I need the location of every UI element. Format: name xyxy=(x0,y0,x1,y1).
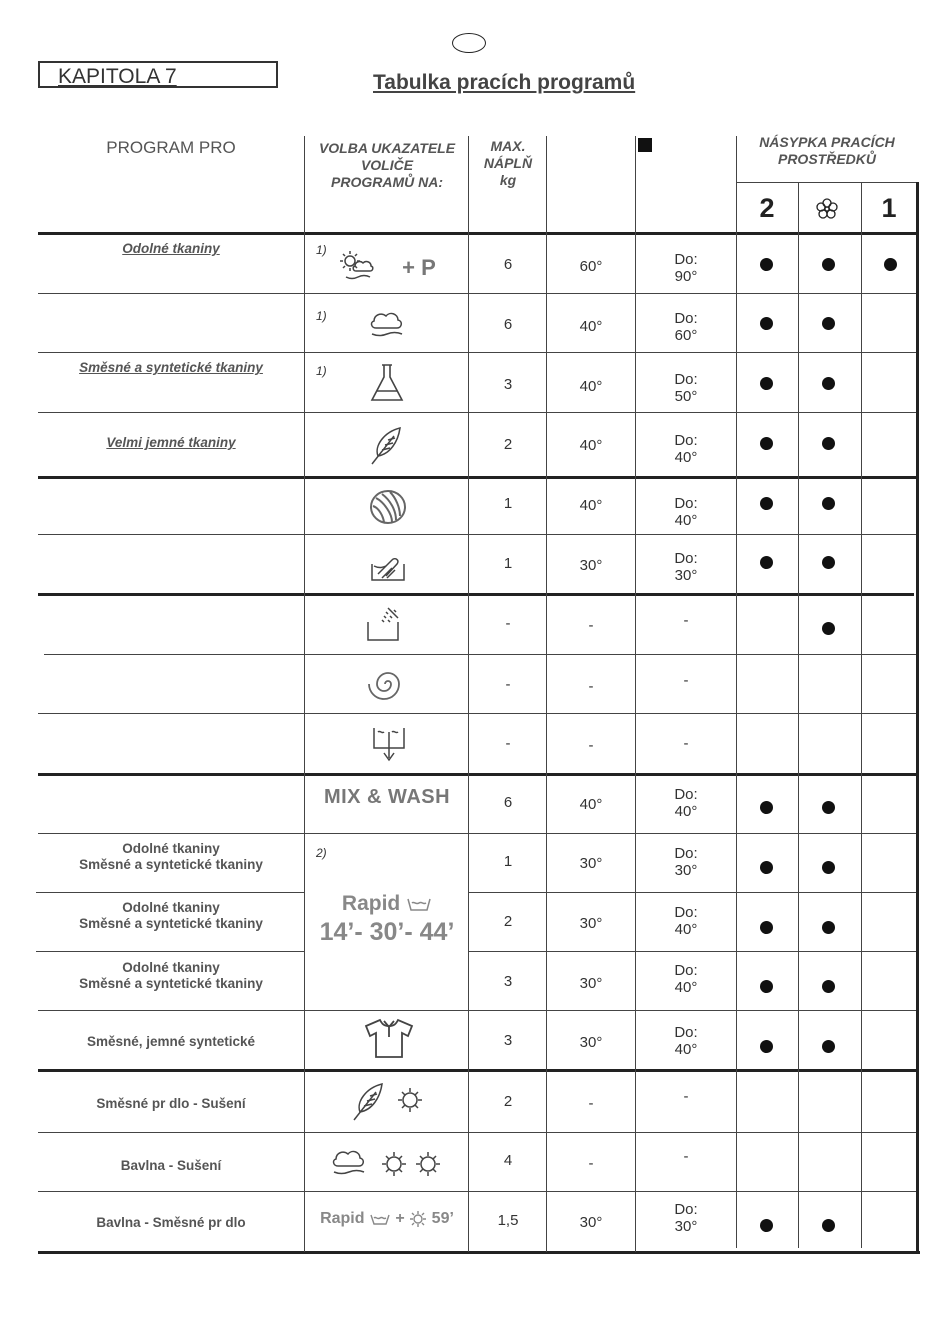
header-max-line: NÁPLŇ xyxy=(483,155,533,171)
compartment-2: 2 xyxy=(759,193,775,223)
feather-sun-icon xyxy=(350,1080,430,1122)
program-name: Bavlna - Směsné pr dlo xyxy=(96,1215,246,1230)
max-load: - xyxy=(505,735,511,752)
dot-marker xyxy=(760,1040,773,1053)
grid-line xyxy=(38,1251,920,1254)
temp-recommended: 30° xyxy=(579,1214,603,1231)
temp-recommended: 30° xyxy=(579,855,603,872)
max-load: 1 xyxy=(503,853,513,870)
cotton-prewash-icon xyxy=(338,249,388,285)
temp-max-value: 30° xyxy=(674,567,698,584)
temp-max xyxy=(636,735,736,752)
dot-marker xyxy=(822,1219,835,1232)
grid-line xyxy=(468,136,469,1252)
dot-marker xyxy=(760,1219,773,1232)
max-load: 1,5 xyxy=(497,1212,519,1229)
grid-line xyxy=(798,182,799,1248)
temp-recommended: 40° xyxy=(579,437,603,454)
temp-recommended: - xyxy=(588,678,594,695)
header-nasypka-line: PROSTŘEDKŮ xyxy=(777,151,876,167)
dot-marker xyxy=(822,556,835,569)
note-label: 1) xyxy=(316,364,327,378)
dot-marker xyxy=(760,980,773,993)
dot-marker xyxy=(760,377,773,390)
grid-line xyxy=(736,136,737,1248)
note-label: 1) xyxy=(316,309,327,323)
temp-max-value: 30° xyxy=(674,1218,698,1235)
spin-icon xyxy=(368,664,408,704)
program-name xyxy=(40,960,302,992)
grid-line xyxy=(635,136,636,1252)
grid-line xyxy=(38,476,918,479)
program-name: Odolné tkaniny xyxy=(122,241,220,256)
grid-line xyxy=(468,892,918,893)
header-max-line: MAX. xyxy=(490,138,526,154)
temp-max-prefix: Do: xyxy=(674,962,698,979)
program-name: Směsné, jemné syntetické xyxy=(86,1034,256,1049)
temp-max-prefix: Do: xyxy=(674,1201,698,1218)
grid-line xyxy=(38,833,918,834)
max-load: 3 xyxy=(503,973,513,990)
temp-max-prefix: Do: xyxy=(674,251,698,268)
program-name-line: Směsné a syntetické tkaniny xyxy=(79,916,263,931)
temp-max-value: 90° xyxy=(674,268,698,285)
temp-recommended: 40° xyxy=(579,318,603,335)
program-name-line: Odolné tkaniny xyxy=(122,900,220,915)
temp-max xyxy=(636,550,736,584)
temp-max-prefix: - xyxy=(683,1148,689,1165)
temp-max-value: 40° xyxy=(674,449,698,466)
temp-recommended: 40° xyxy=(579,796,603,813)
temp-recommended: - xyxy=(588,1155,594,1172)
dot-marker xyxy=(760,801,773,814)
dot-marker xyxy=(822,377,835,390)
feather-icon xyxy=(368,424,406,466)
grid-line xyxy=(38,773,918,776)
temp-max xyxy=(636,1201,736,1235)
dot-marker xyxy=(760,317,773,330)
dot-marker xyxy=(822,861,835,874)
grid-line xyxy=(736,182,918,183)
temp-max-prefix: - xyxy=(683,735,689,752)
cotton-icon xyxy=(366,304,408,338)
temp-max xyxy=(636,1088,736,1105)
wash-tub-icon xyxy=(406,896,432,912)
dot-marker xyxy=(822,258,835,271)
header-choice-line: VOLBA UKAZATELE xyxy=(318,140,456,156)
max-load: - xyxy=(505,676,511,693)
temp-max xyxy=(636,1148,736,1165)
temp-max-value: 40° xyxy=(674,512,698,529)
grid-line xyxy=(36,892,304,893)
temp-max-prefix: Do: xyxy=(674,432,698,449)
dot-marker xyxy=(760,861,773,874)
header-choice-line: PROGRAMŮ NA: xyxy=(331,174,443,190)
prewash-p-label: + P xyxy=(402,255,436,280)
grid-line xyxy=(38,412,918,413)
max-load: 1 xyxy=(503,555,513,572)
temp-max-value: 50° xyxy=(674,388,698,405)
grid-line xyxy=(38,713,918,714)
drain-icon xyxy=(370,724,408,764)
cotton-double-sun-icon xyxy=(328,1142,446,1184)
temp-max-prefix: - xyxy=(683,1088,689,1105)
rapid-program-label xyxy=(306,892,468,947)
temp-max-prefix: Do: xyxy=(674,371,698,388)
temp-max-prefix: Do: xyxy=(674,1024,698,1041)
header-choice-line: VOLIČE xyxy=(360,157,414,173)
dot-marker xyxy=(822,437,835,450)
flask-icon xyxy=(368,362,406,404)
temp-max-value: 40° xyxy=(674,979,698,996)
temp-max-value: 40° xyxy=(674,921,698,938)
sun-icon xyxy=(409,1210,427,1228)
temp-max xyxy=(636,251,736,285)
dot-marker xyxy=(822,497,835,510)
grid-line xyxy=(38,232,918,235)
program-name: Směsné a syntetické tkaniny xyxy=(79,360,263,375)
grid-line xyxy=(38,352,918,353)
grid-line xyxy=(38,1191,918,1192)
header-max-line: kg xyxy=(499,172,517,188)
dot-marker xyxy=(822,921,835,934)
max-load: 3 xyxy=(503,1032,513,1049)
program-name-line: Směsné a syntetické tkaniny xyxy=(79,976,263,991)
temp-max xyxy=(636,371,736,405)
note-label: 1) xyxy=(316,243,327,257)
grid-line xyxy=(468,951,918,952)
rapid-label: Rapid xyxy=(320,1210,365,1228)
temp-max xyxy=(636,962,736,996)
temp-recommended: - xyxy=(588,737,594,754)
dot-marker xyxy=(822,801,835,814)
temp-max-prefix: Do: xyxy=(674,786,698,803)
dot-marker xyxy=(822,622,835,635)
temp-max-prefix: Do: xyxy=(674,495,698,512)
dot-marker xyxy=(884,258,897,271)
grid-line xyxy=(38,593,914,596)
dot-marker xyxy=(822,980,835,993)
rapid-dry-label xyxy=(306,1210,468,1228)
grid-line xyxy=(861,182,862,1248)
temp-max-prefix: Do: xyxy=(674,550,698,567)
program-name-line: Odolné tkaniny xyxy=(122,841,220,856)
temp-max xyxy=(636,672,736,689)
dot-marker xyxy=(760,921,773,934)
temp-recommended: 30° xyxy=(579,557,603,574)
temp-max xyxy=(636,495,736,529)
program-name: Bavlna - Sušení xyxy=(120,1158,222,1173)
grid-line xyxy=(36,951,304,952)
temp-max xyxy=(636,432,736,466)
temp-max-prefix: - xyxy=(683,612,689,629)
dot-marker xyxy=(760,258,773,271)
temp-max-prefix: Do: xyxy=(674,845,698,862)
temp-max-value: 40° xyxy=(674,803,698,820)
chapter-label: KAPITOLA 7 xyxy=(38,61,278,88)
temp-recommended: 30° xyxy=(579,975,603,992)
rapid-times: 14’- 30’- 44’ xyxy=(319,918,455,946)
temp-recommended: 40° xyxy=(579,378,603,395)
compartment-1: 1 xyxy=(881,193,897,223)
wool-icon xyxy=(368,488,408,526)
temp-max xyxy=(636,1024,736,1058)
program-name: Velmi jemné tkaniny xyxy=(106,435,236,450)
program-name-line: Odolné tkaniny xyxy=(122,960,220,975)
grid-line xyxy=(38,293,918,294)
max-load: 1 xyxy=(503,495,513,512)
temp-max-value: 30° xyxy=(674,862,698,879)
dot-marker xyxy=(760,437,773,450)
max-load: 4 xyxy=(503,1152,513,1169)
dot-marker xyxy=(822,317,835,330)
temp-max-prefix: - xyxy=(683,672,689,689)
grid-line xyxy=(44,654,918,655)
grid-line xyxy=(916,182,919,1254)
temp-recommended: - xyxy=(588,617,594,634)
max-load: 3 xyxy=(503,376,513,393)
max-load: 2 xyxy=(503,913,513,930)
grid-line xyxy=(38,1069,918,1072)
program-name xyxy=(40,841,302,873)
max-load: 6 xyxy=(503,256,513,273)
temp-max-prefix: Do: xyxy=(674,904,698,921)
program-name: Směsné pr dlo - Sušení xyxy=(96,1096,246,1111)
grid-line xyxy=(38,1132,918,1133)
temp-max xyxy=(636,612,736,629)
rinse-icon xyxy=(364,604,406,644)
dot-marker xyxy=(760,497,773,510)
grid-line xyxy=(38,1010,918,1011)
header-program: PROGRAM PRO xyxy=(106,138,236,157)
rapid-time: 59’ xyxy=(431,1210,454,1228)
grid-line xyxy=(304,136,305,1252)
plus-label: + xyxy=(395,1210,405,1228)
temp-recommended: 40° xyxy=(579,497,603,514)
handwash-icon xyxy=(368,548,408,584)
max-load: 2 xyxy=(503,1093,513,1110)
dot-marker xyxy=(760,556,773,569)
max-load: 6 xyxy=(503,794,513,811)
temp-recommended: - xyxy=(588,1095,594,1112)
header-nasypka-line: NÁSYPKA PRACÍCH xyxy=(759,134,895,150)
mix-wash-label: MIX & WASH xyxy=(323,786,451,808)
max-load: - xyxy=(505,615,511,632)
temp-max xyxy=(636,786,736,820)
temp-max xyxy=(636,310,736,344)
temp-max xyxy=(636,904,736,938)
max-load: 2 xyxy=(503,436,513,453)
program-name-line: Směsné a syntetické tkaniny xyxy=(79,857,263,872)
temp-recommended: 30° xyxy=(579,915,603,932)
max-load: 6 xyxy=(503,316,513,333)
page-title: Tabulka pracích programů xyxy=(373,71,636,94)
program-name xyxy=(40,900,302,932)
temp-recommended: 60° xyxy=(579,258,603,275)
temp-max xyxy=(636,845,736,879)
grid-line xyxy=(38,534,918,535)
dot-marker xyxy=(822,1040,835,1053)
temp-max-value: 60° xyxy=(674,327,698,344)
note-label: 2) xyxy=(316,846,327,860)
temp-recommended: 30° xyxy=(579,1034,603,1051)
wash-tub-icon xyxy=(369,1212,391,1226)
temp-max-value: 40° xyxy=(674,1041,698,1058)
shirt-icon xyxy=(362,1017,416,1059)
rapid-label: Rapid xyxy=(341,892,401,915)
temp-max-prefix: Do: xyxy=(674,310,698,327)
